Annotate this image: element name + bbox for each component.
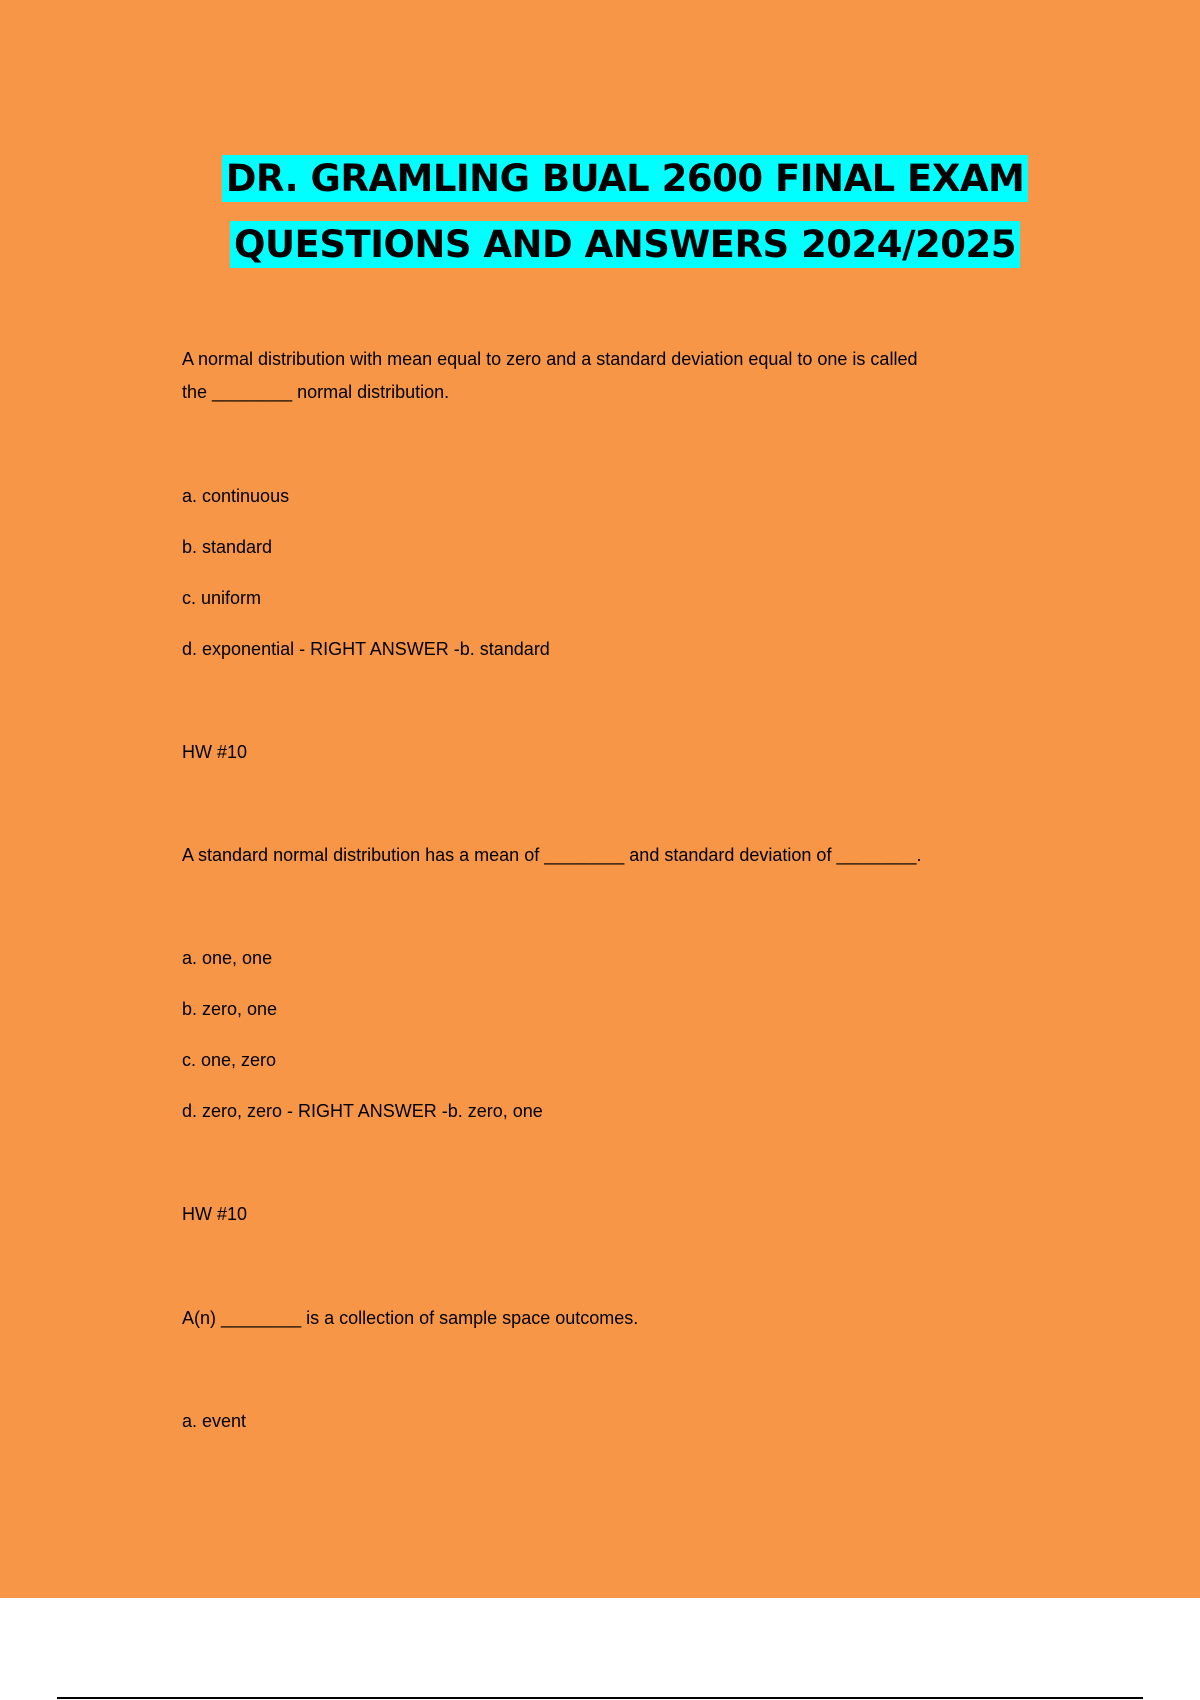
question-2-option-d: d. zero, zero - RIGHT ANSWER -b. zero, one xyxy=(182,1101,543,1121)
question-2-option-a: a. one, one xyxy=(182,948,273,968)
question-1-reference: HW #10 xyxy=(182,742,248,762)
question-2-option-b: b. zero, one xyxy=(182,999,278,1019)
footer-divider xyxy=(57,1697,1143,1699)
question-2-text: A standard normal distribution has a mean of ________ and standard deviation of ________. xyxy=(182,845,922,865)
question-3-text: A(n) ________ is a collection of sample space outcomes. xyxy=(182,1308,639,1328)
question-2-reference: HW #10 xyxy=(182,1204,248,1224)
document-title xyxy=(180,146,1070,278)
question-1-option-a: a. continuous xyxy=(182,486,290,506)
question-3-option-a: a. event xyxy=(182,1411,247,1431)
question-1-option-c: c. uniform xyxy=(182,588,262,608)
question-1-text-line-2: the ________ normal distribution. xyxy=(182,382,450,402)
question-1-text-line-1: A normal distribution with mean equal to zero and a standard deviation equal to one is called xyxy=(182,349,918,369)
title-line-1: DR. GRAMLING BUAL 2600 FINAL EXAM xyxy=(222,155,1029,202)
title-line-2: QUESTIONS AND ANSWERS 2024/2025 xyxy=(230,221,1020,268)
question-2-option-c: c. one, zero xyxy=(182,1050,277,1070)
question-1-option-b: b. standard xyxy=(182,537,273,557)
question-1-option-d: d. exponential - RIGHT ANSWER -b. standard xyxy=(182,639,550,659)
